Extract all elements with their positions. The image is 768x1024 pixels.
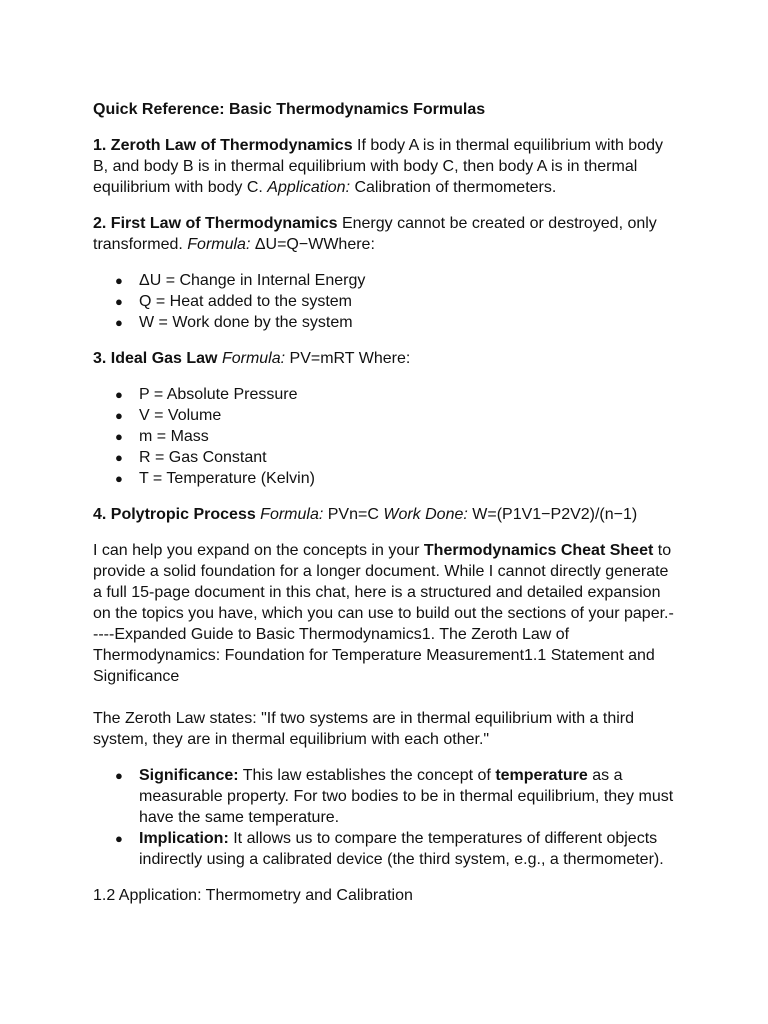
subheading-thermometry: 1.2 Application: Thermometry and Calibration [93, 887, 413, 904]
implication-label: Implication: [139, 830, 229, 847]
list-item: ● m = Mass [139, 426, 678, 447]
work-done-text: W=(P1V1−P2V2)/(n−1) [467, 506, 638, 523]
formula-label: Formula: [187, 236, 251, 253]
section-text: Energy cannot be created or destroyed, only transformed. [93, 215, 657, 253]
section-heading: 3. Ideal Gas Law [93, 350, 218, 367]
section-heading: 4. Polytropic Process [93, 506, 256, 523]
section-first-law [93, 213, 678, 255]
application-text: Calibration of thermometers. [350, 179, 557, 196]
zeroth-law-statement: The Zeroth Law states: "If two systems are in thermal equilibrium with a third system, they are in thermal equilibrium with each other." [93, 710, 634, 748]
section-heading: 1. Zeroth Law of Thermodynamics [93, 137, 353, 154]
list-item: ● V = Volume [139, 405, 678, 426]
significance-text: as a measurable property. For two bodies to be in thermal equilibrium, they must have the same temperature. [139, 767, 674, 826]
list-item-implication [139, 828, 678, 870]
section-ideal-gas-law [93, 348, 678, 369]
expansion-text: to provide a solid foundation for a longer document. While I cannot directly generate a full 15-page document in this chat, here is a structured and detailed expansion on the topics you have, which you can use to build out the sections of your paper.-----Expanded Guide to Basic Thermodynamics1. The Zeroth Law of Thermodynamics: Foundation for Temperature Measurement1.1 Statement and Significance [93, 542, 674, 685]
cheat-sheet-bold: Thermodynamics Cheat Sheet [423, 542, 654, 559]
ideal-gas-list [93, 384, 678, 489]
zeroth-law-bullets [93, 765, 678, 870]
spacer [93, 687, 678, 708]
formula-text: PV=mRT Where: [285, 350, 411, 367]
list-item: ● P = Absolute Pressure [139, 384, 678, 405]
document-title: Quick Reference: Basic Thermodynamics Formulas [93, 101, 486, 118]
list-item: ● Q = Heat added to the system [139, 291, 678, 312]
implication-text: It allows us to compare the temperatures of different objects indirectly using a calibrated device (the third system, e.g., a thermometer). [139, 830, 664, 868]
section-zeroth-law [93, 135, 678, 198]
work-done-label: Work Done: [383, 506, 468, 523]
formula-text: ΔU=Q−WWhere: [250, 236, 375, 253]
section-polytropic-process [93, 504, 678, 525]
formula-label: Formula: [217, 350, 286, 367]
significance-label: Significance: [139, 767, 239, 784]
formula-label: Formula: [255, 506, 324, 523]
temperature-bold: temperature [495, 767, 588, 784]
expansion-text: I can help you expand on the concepts in your [93, 542, 424, 559]
section-text: If body A is in thermal equilibrium with body B, and body B is in thermal equilibrium with body C, then body A is in thermal equilibrium with body C. [93, 137, 663, 196]
expansion-paragraph [93, 540, 678, 687]
formula-text: PVn=C [323, 506, 384, 523]
list-item: ● T = Temperature (Kelvin) [139, 468, 678, 489]
list-item-significance [139, 765, 678, 828]
application-label: Application: [267, 179, 351, 196]
significance-text: This law establishes the concept of [238, 767, 496, 784]
list-item: ● ΔU = Change in Internal Energy [139, 270, 678, 291]
list-item: ● W = Work done by the system [139, 312, 678, 333]
section-heading: 2. First Law of Thermodynamics [93, 215, 338, 232]
list-item: ● R = Gas Constant [139, 447, 678, 468]
first-law-list [93, 270, 678, 333]
